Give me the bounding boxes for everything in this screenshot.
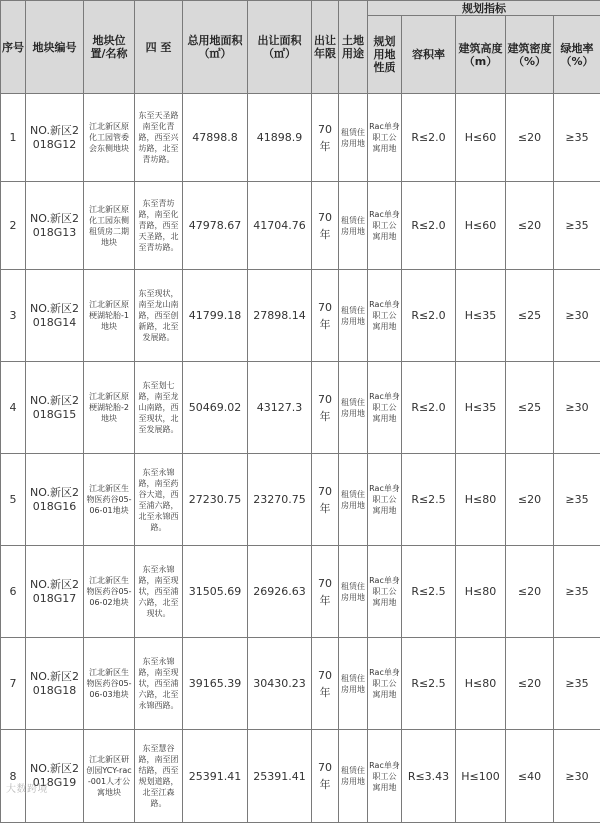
cell-density: ≤25 [506, 362, 554, 454]
table-row [1, 182, 600, 270]
cell-far: R≤2.0 [402, 182, 456, 270]
cell-total-area: 41799.18 [183, 270, 248, 362]
cell-location: 江北新区原梗湖轮胎-1地块 [84, 270, 135, 362]
cell-location: 江北新区生物医药谷05-06-01地块 [84, 454, 135, 546]
cell-far: R≤2.0 [402, 94, 456, 182]
header-planning-group: 规划指标 [368, 1, 600, 16]
cell-seq: 2 [1, 182, 26, 270]
cell-location: 江北新区生物医药谷05-06-03地块 [84, 638, 135, 730]
header-code: 地块编号 [26, 1, 84, 94]
watermark-logo: 大数跨境 [6, 780, 48, 795]
cell-far: R≤2.5 [402, 546, 456, 638]
cell-far: R≤2.5 [402, 638, 456, 730]
cell-height: H≤60 [456, 182, 506, 270]
cell-height: H≤60 [456, 94, 506, 182]
cell-term: 70年 [312, 94, 339, 182]
cell-location: 江北新区原梗湖轮胎-2地块 [84, 362, 135, 454]
cell-code: NO.新区2018G16 [26, 454, 84, 546]
cell-total-area: 25391.41 [183, 730, 248, 823]
table-row [1, 730, 600, 823]
header-sale-area: 出让面积（㎡） [248, 1, 312, 94]
cell-location: 江北新区原化工园管委会东侧地块 [84, 94, 135, 182]
table-row [1, 270, 600, 362]
cell-nature: Rac单身职工公寓用地 [368, 94, 402, 182]
cell-land-use: 租赁住房用地 [339, 454, 368, 546]
header-seq: 序号 [1, 1, 26, 94]
cell-green: ≥35 [554, 454, 600, 546]
cell-sale-area: 43127.3 [248, 362, 312, 454]
header-nature: 规划用地性质 [368, 16, 402, 94]
cell-density: ≤40 [506, 730, 554, 823]
cell-nature: Rac单身职工公寓用地 [368, 546, 402, 638]
cell-green: ≥30 [554, 270, 600, 362]
cell-land-use: 租赁住房用地 [339, 730, 368, 823]
table-row [1, 638, 600, 730]
cell-bounds: 东至青坊路，南至化青路，西至天圣路，北至青坊路。 [135, 182, 183, 270]
cell-location: 江北新区研创园YCY-rac-001人才公寓地块 [84, 730, 135, 823]
cell-bounds: 东至永锦路，南至现状，西至浦六路，北至永锦西路。 [135, 638, 183, 730]
cell-seq: 1 [1, 94, 26, 182]
header-total-area: 总用地面积（㎡） [183, 1, 248, 94]
cell-density: ≤25 [506, 270, 554, 362]
cell-location: 江北新区原化工园东侧租赁房二期地块 [84, 182, 135, 270]
cell-seq: 8 [1, 730, 26, 823]
cell-green: ≥35 [554, 546, 600, 638]
header-bounds: 四 至 [135, 1, 183, 94]
cell-total-area: 39165.39 [183, 638, 248, 730]
cell-height: H≤100 [456, 730, 506, 823]
cell-far: R≤3.43 [402, 730, 456, 823]
cell-nature: Rac单身职工公寓用地 [368, 638, 402, 730]
cell-land-use: 租赁住房用地 [339, 94, 368, 182]
cell-code: NO.新区2018G18 [26, 638, 84, 730]
cell-bounds: 东至划七路，南至龙山南路，西至现状，北至发展路。 [135, 362, 183, 454]
cell-bounds: 东至现状，南至龙山南路，西至创新路，北至发展路。 [135, 270, 183, 362]
cell-height: H≤80 [456, 546, 506, 638]
cell-bounds: 东至天圣路南至化青路，西至兴坊路，北至青坊路。 [135, 94, 183, 182]
cell-land-use: 租赁住房用地 [339, 270, 368, 362]
cell-location: 江北新区生物医药谷05-06-02地块 [84, 546, 135, 638]
cell-code: NO.新区2018G19 [26, 730, 84, 823]
cell-land-use: 租赁住房用地 [339, 182, 368, 270]
cell-code: NO.新区2018G13 [26, 182, 84, 270]
cell-density: ≤20 [506, 638, 554, 730]
cell-sale-area: 27898.14 [248, 270, 312, 362]
table-row [1, 362, 600, 454]
cell-term: 70年 [312, 182, 339, 270]
cell-total-area: 50469.02 [183, 362, 248, 454]
cell-term: 70年 [312, 546, 339, 638]
cell-far: R≤2.0 [402, 362, 456, 454]
cell-nature: Rac单身职工公寓用地 [368, 182, 402, 270]
cell-far: R≤2.5 [402, 454, 456, 546]
header-location: 地块位置/名称 [84, 1, 135, 94]
cell-term: 70年 [312, 362, 339, 454]
cell-green: ≥30 [554, 362, 600, 454]
cell-green: ≥35 [554, 94, 600, 182]
table-row [1, 454, 600, 546]
cell-seq: 7 [1, 638, 26, 730]
cell-green: ≥30 [554, 730, 600, 823]
cell-height: H≤80 [456, 638, 506, 730]
cell-sale-area: 41898.9 [248, 94, 312, 182]
cell-nature: Rac单身职工公寓用地 [368, 454, 402, 546]
cell-bounds: 东至永锦路，南至药谷大道，西至浦六路，北至永锦西路。 [135, 454, 183, 546]
cell-nature: Rac单身职工公寓用地 [368, 270, 402, 362]
cell-land-use: 租赁住房用地 [339, 546, 368, 638]
cell-height: H≤35 [456, 270, 506, 362]
cell-seq: 5 [1, 454, 26, 546]
cell-sale-area: 23270.75 [248, 454, 312, 546]
cell-green: ≥35 [554, 182, 600, 270]
cell-term: 70年 [312, 638, 339, 730]
cell-nature: Rac单身职工公寓用地 [368, 362, 402, 454]
cell-sale-area: 25391.41 [248, 730, 312, 823]
cell-density: ≤20 [506, 546, 554, 638]
cell-term: 70年 [312, 454, 339, 546]
cell-density: ≤20 [506, 454, 554, 546]
cell-total-area: 47898.8 [183, 94, 248, 182]
cell-code: NO.新区2018G17 [26, 546, 84, 638]
cell-land-use: 租赁住房用地 [339, 638, 368, 730]
cell-density: ≤20 [506, 94, 554, 182]
cell-nature: Rac单身职工公寓用地 [368, 730, 402, 823]
header-term: 出让年限 [312, 1, 339, 94]
cell-total-area: 27230.75 [183, 454, 248, 546]
cell-seq: 4 [1, 362, 26, 454]
cell-total-area: 31505.69 [183, 546, 248, 638]
table-row [1, 546, 600, 638]
cell-sale-area: 30430.23 [248, 638, 312, 730]
cell-term: 70年 [312, 730, 339, 823]
cell-land-use: 租赁住房用地 [339, 362, 368, 454]
cell-height: H≤35 [456, 362, 506, 454]
cell-term: 70年 [312, 270, 339, 362]
cell-far: R≤2.0 [402, 270, 456, 362]
table-row [1, 94, 600, 182]
header-green: 绿地率（%） [554, 16, 600, 94]
cell-height: H≤80 [456, 454, 506, 546]
cell-sale-area: 41704.76 [248, 182, 312, 270]
cell-density: ≤20 [506, 182, 554, 270]
header-far: 容积率 [402, 16, 456, 94]
cell-total-area: 47978.67 [183, 182, 248, 270]
cell-bounds: 东至慧谷路，南至团结路，西至规划道路，北至江森路。 [135, 730, 183, 823]
cell-code: NO.新区2018G15 [26, 362, 84, 454]
header-height: 建筑高度（m） [456, 16, 506, 94]
cell-green: ≥35 [554, 638, 600, 730]
cell-bounds: 东至永锦路，南至现状，西至浦六路，北至现状。 [135, 546, 183, 638]
cell-seq: 3 [1, 270, 26, 362]
cell-seq: 6 [1, 546, 26, 638]
cell-code: NO.新区2018G12 [26, 94, 84, 182]
header-density: 建筑密度（%） [506, 16, 554, 94]
cell-code: NO.新区2018G14 [26, 270, 84, 362]
cell-sale-area: 26926.63 [248, 546, 312, 638]
header-land-use: 土地用途 [339, 1, 368, 94]
